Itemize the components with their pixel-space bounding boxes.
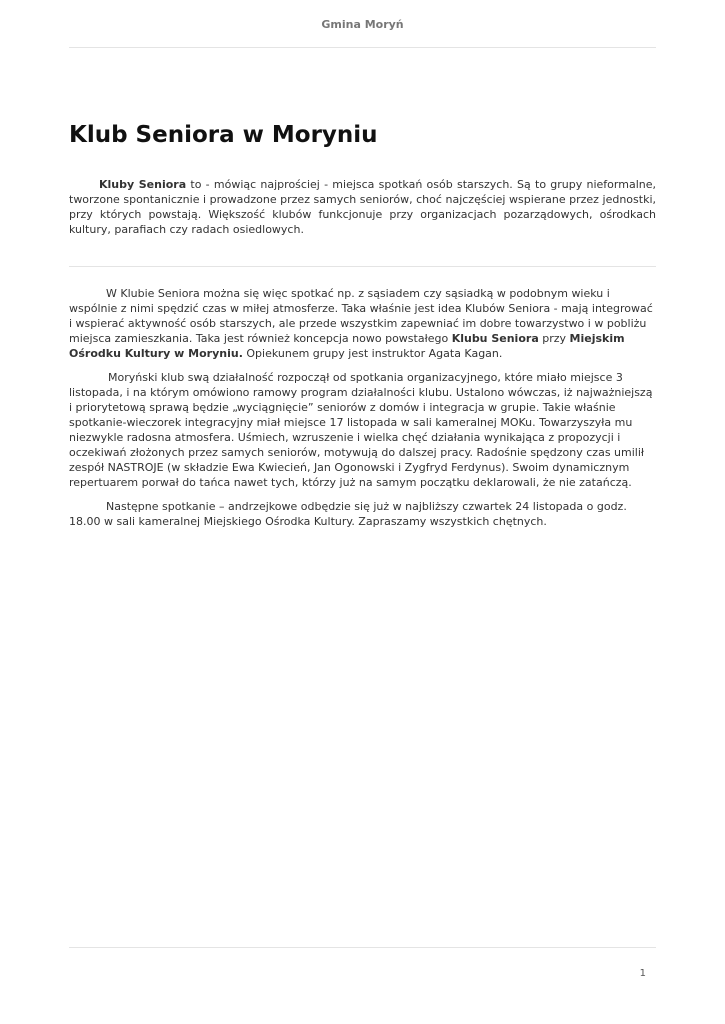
footer-divider <box>69 947 656 948</box>
paragraph-3: Moryński klub swą działalność rozpoczął od spotkania organizacyjnego, które miało miejsce 3 listopada, i na którym omówiono ramowy program działalności klubu. Ustalono wówczas, iż najważniejszą i priorytetową sprawą będzie „wyciągnięcie” seniorów z domów i integracja w grupie. Takie właśnie spotkanie-wieczorek integracyjny miał miejsce 17 listopada w sali kameralnej MOKu. Towarzyszyła mu niezwykle radosna atmosfera. Uśmiech, wzruszenie i wielka chęć działania wynikająca z propozycji i oczekiwań złożonych przez samych seniorów, motywują do dalszej pracy. Radośnie spędzony czas umilił zespół NASTROJE (w składzie Ewa Kwiecień, Jan Ogonowski i Zygfryd Ferdynus). Swoim dynamicznym repertuarem porwał do tańca nawet tych, którzy już na samym początku deklarowali, że nie zatańczą. <box>69 371 653 489</box>
intro-text: to - mówiąc najprościej - miejsca spotkań osób starszych. Są to grupy nieformalne, tworzone spontanicznie i prowadzone przez samych seniorów, choć najczęściej wspierane przez jednostki, przy których powstają. Większość klubów funkcjonuje przy organizacjach pozarządowych, ośrodkach kultury, parafiach czy radach osiedlowych. <box>69 178 656 236</box>
section-divider <box>69 266 656 267</box>
p2-bold-center: Miejskim Ośrodku Kultury w Moryniu. <box>69 332 625 360</box>
paragraph-2 <box>69 286 656 361</box>
header-divider <box>69 47 656 48</box>
intro-paragraph <box>69 177 656 237</box>
p2-bold-club: Klubu Seniora <box>451 332 539 345</box>
intro-lead: Kluby Seniora <box>99 178 187 191</box>
p2-text-3: Opiekunem grupy jest instruktor Agata Kagan. <box>242 347 503 360</box>
site-title: Gmina Moryń <box>321 18 404 31</box>
paragraph-4: Następne spotkanie – andrzejkowe odbędzie się już w najbliższy czwartek 24 listopada o godz. 18.00 w sali kameralnej Miejskiego Ośrodka Kultury. Zapraszamy wszystkich chętnych. <box>69 500 627 528</box>
article-title: Klub Seniora w Moryniu <box>69 122 378 148</box>
p2-text-2: przy <box>538 332 570 345</box>
p2-text-1: W Klubie Seniora można się więc spotkać np. z sąsiadem czy sąsiadką w podobnym wieku i wspólnie z nimi spędzić czas w miłej atmosferze. Taka właśnie jest idea Klubów Seniora - mają integrować i wspierać aktywność osób starszych, ale przede wszystkim zapewniać im dobre towarzystwo i w pobliżu miejsca zamieszkania. Taka jest również koncepcja nowo powstałego <box>69 287 653 345</box>
page-number: 1 <box>639 968 646 979</box>
